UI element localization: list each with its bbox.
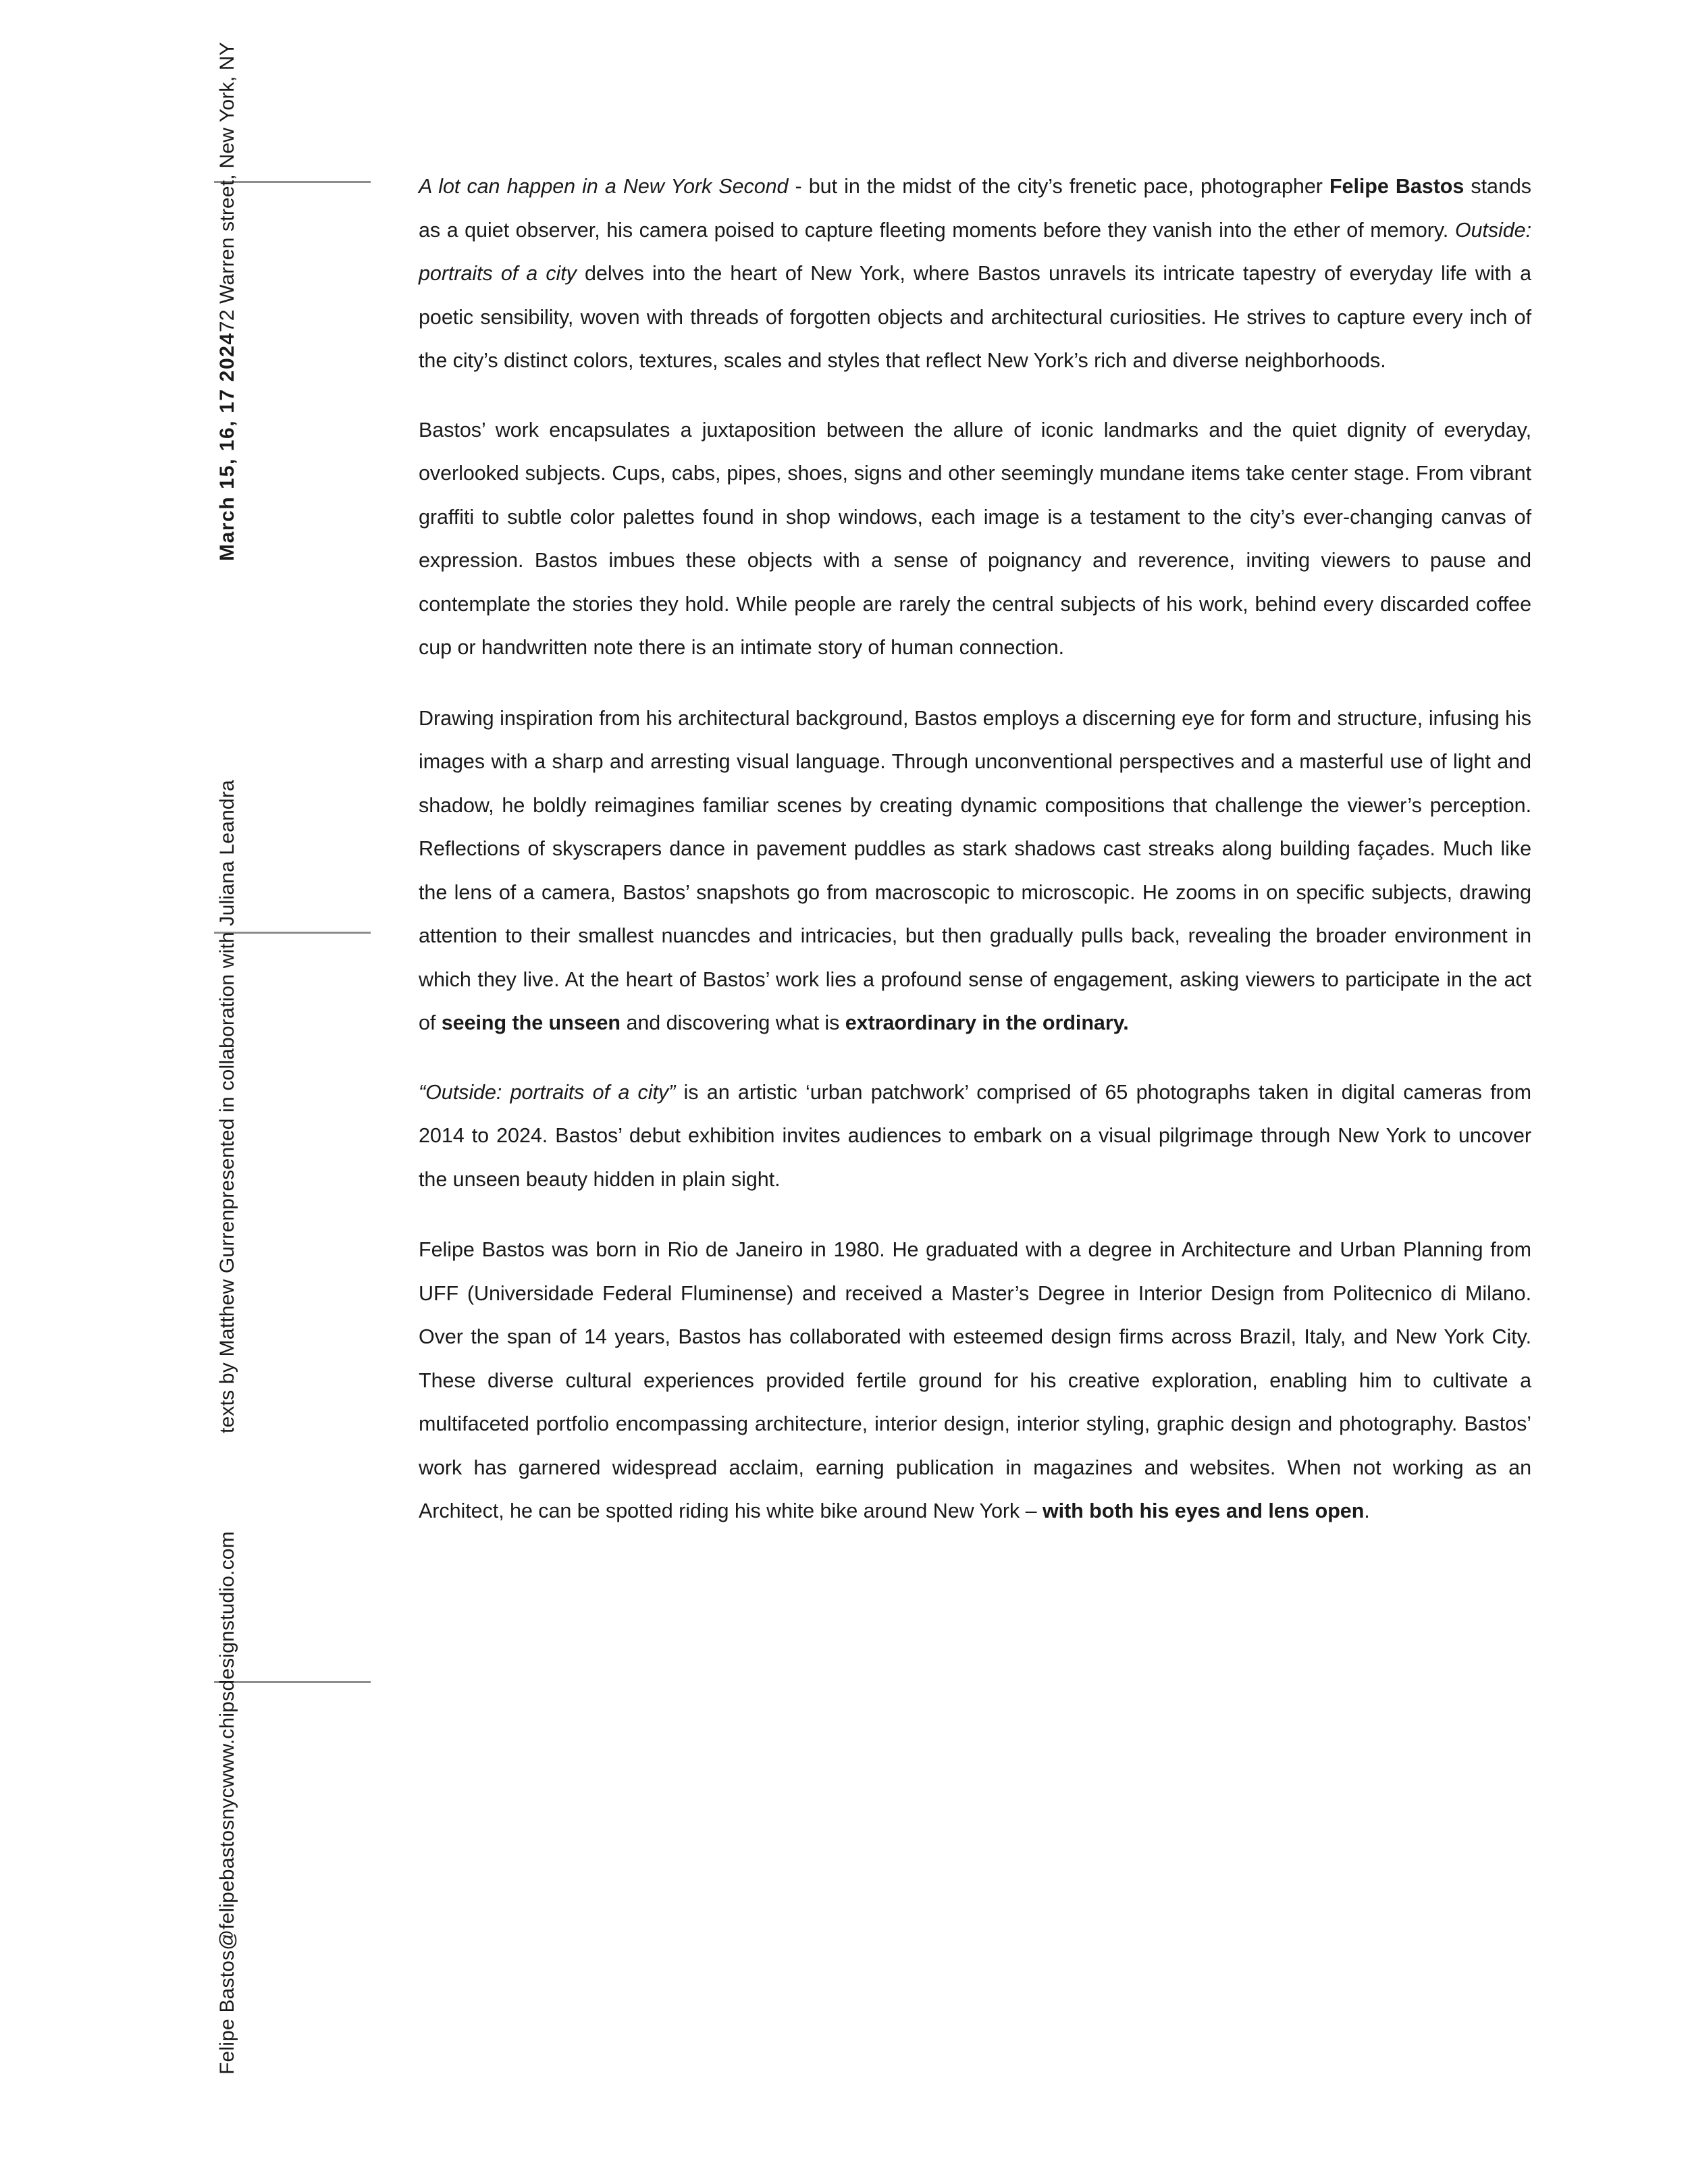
biography-text-a: Felipe Bastos was born in Rio de Janeiro in 1980. He graduated with a degree in Architecture and Urban Planning from UFF (Universidade Federal Fluminense) and received a Master’s Degree in Interior Design from Politecnico di Milano. Over the span of 14 years, Bastos has collaborated with esteemed design firms across Brazil, Italy, and New York City. These diverse cultural experiences provided fertile ground for his creative exploration, enabling him to cultivate a multifaceted portfolio encompassing architecture, interior design, interior styling, graphic design and photography. Bastos’ work has garnered widespread acclaim, earning publication in magazines and websites. When not working as an Architect, he can be spotted riding his white bike around New York – bbox=[419, 1238, 1531, 1522]
paragraph-intro bbox=[419, 165, 1531, 383]
exhibition-title-italic: Outside: portraits of a city bbox=[419, 218, 1531, 285]
rotated-text-wrap bbox=[214, 1531, 371, 2075]
intro-text-c: delves into the heart of New York, where Bastos unravels its intricate tapestry of everyday life with a poetic sensibility, woven with threads of forgotten objects and architectural curiosities. He strives to capture every inch of the city’s distinct colors, textures, scales and styles that reflect New York’s rich and diverse neighborhoods. bbox=[419, 262, 1531, 372]
eyes-and-lens-open-bold: with both his eyes and lens open bbox=[1042, 1499, 1365, 1522]
paragraph-juxtaposition: Bastos’ work encapsulates a juxtaposition between the allure of iconic landmarks and the quiet dignity of everyday, overlooked subjects. Cups, cabs, pipes, shoes, signs and other seemingly mundane items take center stage. From vibrant graffiti to subtle color palettes found in shop windows, each image is a testament to the city’s ever-changing canvas of expression. Bastos imbues these objects with a sense of poignancy and reverence, inviting viewers to pause and contemplate the stories they hold. While people are rarely the central subjects of his work, behind every discarded coffee cup or handwritten note there is an intimate story of human connection. bbox=[419, 418, 1531, 659]
exhibition-dates-block bbox=[214, 42, 371, 561]
collaboration-line: presented in collaboration with Juliana Leandra bbox=[216, 780, 238, 1210]
credits-block bbox=[214, 780, 371, 1433]
rotated-text-wrap bbox=[214, 780, 371, 1433]
biography-text-b: . bbox=[1364, 1499, 1370, 1522]
contact-block bbox=[214, 1531, 371, 2075]
exhibition-dates-line: March 15, 16, 17 2024 bbox=[216, 332, 238, 561]
intro-text-a: - but in the midst of the city’s frenetic pace, photographer bbox=[788, 175, 1329, 198]
instagram-handle-line[interactable]: @felipebastosnyc bbox=[216, 1788, 238, 1950]
paragraph-exhibition-summary bbox=[419, 1071, 1531, 1202]
extraordinary-in-the-ordinary-bold: extraordinary in the ordinary. bbox=[845, 1011, 1129, 1034]
exhibition-address-line: 72 Warren street, New York, NY bbox=[216, 42, 238, 333]
architecture-text-a: Drawing inspiration from his architectural background, Bastos employs a discerning eye for form and structure, infusing his images with a sharp and arresting visual language. Through unconventional perspectives and a masterful use of light and shadow, he boldly reimagines familiar scenes by creating dynamic compositions that challenge the viewer’s perception. Reflections of skyscrapers dance in pavement puddles as stark shadows cast streaks along building façades. Much like the lens of a camera, Bastos’ snapshots go from macroscopic to microscopic. He zooms in on specific subjects, drawing attention to their smallest nuancdes and intricacies, but then gradually pulls back, revealing the broader environment in which they live. At the heart of Bastos’ work lies a profound sense of engagement, asking viewers to participate in the act of bbox=[419, 706, 1531, 1034]
seeing-the-unseen-bold: seeing the unseen bbox=[441, 1011, 621, 1034]
lead-italic-phrase: A lot can happen in a New York Second bbox=[419, 175, 789, 198]
exhibition-summary-text: is an artistic ‘urban patchwork’ comprised of 65 photographs taken in digital cameras from 2014 to 2024. Bastos’ debut exhibition invites audiences to embark on a visual pilgrimage through New York to uncover the unseen beauty hidden in plain sight. bbox=[419, 1080, 1532, 1191]
artist-name-line: Felipe Bastos bbox=[216, 1950, 238, 2075]
architecture-text-b: and discovering what is bbox=[621, 1011, 845, 1034]
texts-by-line: texts by Matthew Gurren bbox=[216, 1209, 238, 1433]
artist-name-bold: Felipe Bastos bbox=[1329, 175, 1465, 198]
paragraph-architecture bbox=[419, 697, 1531, 1045]
body-text-column bbox=[419, 165, 1531, 1533]
website-url-line[interactable]: www.chipsdesignstudio.com bbox=[216, 1531, 238, 1788]
exhibition-title-quoted-italic: “Outside: portraits of a city” bbox=[419, 1080, 676, 1104]
intro-text-b: stands as a quiet observer, his camera poised to capture fleeting moments before they vanish into the ether of memory. bbox=[419, 175, 1531, 242]
paragraph-biography bbox=[419, 1228, 1531, 1533]
rotated-text-wrap bbox=[214, 42, 371, 561]
